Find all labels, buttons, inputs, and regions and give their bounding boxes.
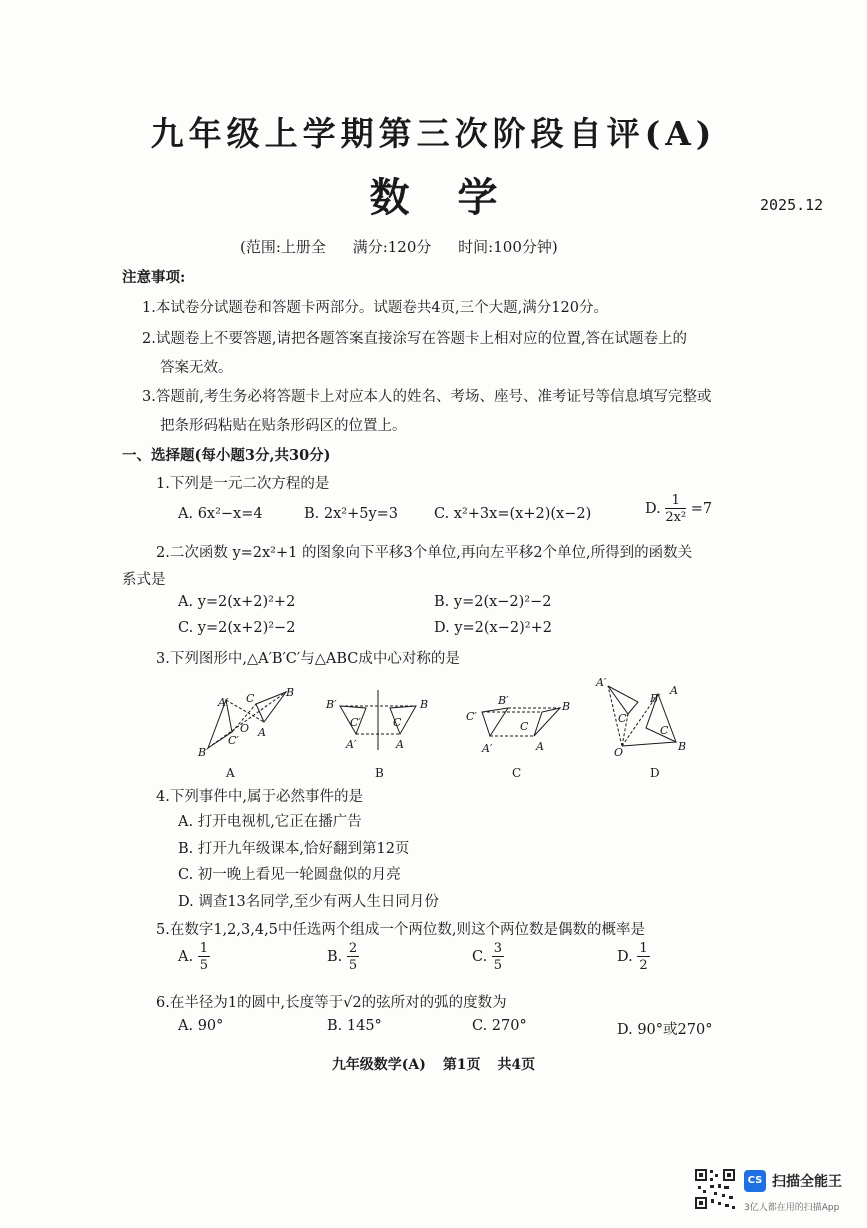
q5-d-num: 1 <box>639 941 648 956</box>
fig-c-label-5: A′ <box>482 742 493 755</box>
q3-caption-d: D <box>650 766 660 780</box>
q1-d-suffix: =7 <box>690 501 713 517</box>
q6-option-c: C. 270° <box>472 1018 527 1034</box>
fig-c-label-6: A <box>536 740 544 753</box>
fig-a-label-3: B <box>286 686 295 699</box>
note-2-cont: 答案无效。 <box>160 360 233 376</box>
scanner-brand: 扫描全能王 <box>772 1174 842 1190</box>
exam-date: 2025.12 <box>760 196 824 214</box>
fig-b-label-5: A′ <box>346 738 357 751</box>
q3-caption-b: B <box>375 766 384 780</box>
q1-option-b: B. 2x²+5y=3 <box>304 506 399 522</box>
page-footer <box>0 1054 867 1074</box>
fig-d-label-2: B′ <box>650 692 661 705</box>
fig-a-label-5: C′ <box>228 734 239 747</box>
q5-b-fraction <box>347 942 359 972</box>
q6-option-a: A. 90° <box>178 1018 224 1034</box>
q6-stem: 6.在半径为1的圆中,长度等于√2的弦所对的弧的度数为 <box>156 995 507 1011</box>
camscanner-logo-icon: CS <box>744 1170 766 1192</box>
exam-info <box>240 236 580 257</box>
footer-total: 共4页 <box>497 1057 536 1073</box>
q5-a-den: 5 <box>199 958 208 973</box>
q3-caption-c: C <box>512 766 522 780</box>
q2-stem-line1: 2.二次函数 y=2x²+1 的图象向下平移3个单位,再向左平移2个单位,所得到的函数关 <box>156 545 693 561</box>
q5-option-a <box>178 942 210 972</box>
fig-a-label-4: O <box>240 722 250 735</box>
scanner-slogan: 3亿人都在用的扫描App <box>744 1203 840 1213</box>
q1-option-d <box>645 494 712 524</box>
q3-stem: 3.下列图形中,△A′B′C′与△ABC成中心对称的是 <box>156 651 460 667</box>
q5-b-label: B. <box>327 949 343 965</box>
q2-option-a: A. y=2(x+2)²+2 <box>178 594 296 610</box>
q2-stem-line2: 系式是 <box>122 572 166 588</box>
fig-b-label-1: B′ <box>326 698 337 711</box>
q4-option-c: C. 初一晚上看见一轮圆盘似的月亮 <box>178 867 401 883</box>
fig-a-label-1: A′ <box>218 696 229 709</box>
q5-b-num: 2 <box>348 941 358 956</box>
section-1-heading: 一、选择题(每小题3分,共30分) <box>122 447 331 464</box>
q4-stem: 4.下列事件中,属于必然事件的是 <box>156 789 363 805</box>
q6-option-b: B. 145° <box>327 1018 382 1034</box>
q3-figures <box>190 672 730 762</box>
q5-c-num: 3 <box>493 941 503 956</box>
q5-option-b <box>327 942 359 972</box>
fig-b-label-6: A <box>396 738 404 751</box>
q5-a-label: A. <box>178 949 194 965</box>
q1-option-a: A. 6x²−x=4 <box>178 506 263 522</box>
fig-d-label-4: C′ <box>618 712 629 725</box>
q1-d-denominator: 2x² <box>665 510 687 525</box>
fig-c-label-4: C <box>520 720 529 733</box>
fig-a-label-6: A <box>258 726 266 739</box>
fig-d-label-5: C <box>660 724 669 737</box>
q5-option-d <box>617 942 650 972</box>
q4-option-d: D. 调查13名同学,至少有两人生日同月份 <box>178 894 439 910</box>
q5-c-den: 5 <box>493 958 503 973</box>
fig-c-label-2: B′ <box>498 694 509 707</box>
fig-d-label-3: A <box>670 684 678 697</box>
fig-d-label-7: B <box>678 740 687 753</box>
fig-a-label-2: C <box>246 692 255 705</box>
full-score-text: 满分:120分 <box>352 238 432 256</box>
q5-a-num: 1 <box>199 941 208 956</box>
q1-d-numerator: 1 <box>665 494 686 509</box>
note-3-cont: 把条形码粘贴在贴条形码区的位置上。 <box>160 418 407 434</box>
fig-b-label-2: B <box>420 698 429 711</box>
note-1: 1.本试卷分试题卷和答题卡两部分。试题卷共4页,三个大题,满分120分。 <box>142 300 608 316</box>
fig-c-label-1: C′ <box>466 710 477 723</box>
fig-a-triangle <box>256 692 286 722</box>
notes-heading: 注意事项: <box>122 269 186 286</box>
q2-option-b: B. y=2(x−2)²−2 <box>434 594 552 610</box>
q6-option-d: D. 90°或270° <box>617 1022 713 1038</box>
fig-c-label-3: B <box>562 700 571 713</box>
q4-option-b: B. 打开九年级课本,恰好翻到第12页 <box>178 841 410 857</box>
q5-option-c <box>472 942 504 972</box>
note-2: 2.试题卷上不要答题,请把各题答案直接涂写在答题卡上相对应的位置,答在试题卷上的 <box>142 331 688 347</box>
fig-d-label-1: A′ <box>596 676 607 689</box>
exam-title: 九年级上学期第三次阶段自评(A) <box>150 114 717 153</box>
footer-course: 九年级数学(A) <box>331 1057 426 1073</box>
q5-d-fraction <box>637 942 649 972</box>
q1-stem: 1.下列是一元二次方程的是 <box>156 476 330 492</box>
q1-d-fraction <box>665 494 686 524</box>
fig-a-label-7: B′ <box>198 746 209 759</box>
footer-page: 第1页 <box>442 1057 481 1073</box>
fig-d-line-ob <box>622 742 676 746</box>
fig-d-label-6: O <box>614 746 624 759</box>
qr-code-icon <box>694 1168 736 1210</box>
subject-title: 数学 <box>369 174 546 221</box>
scope-text: (范围:上册全 <box>240 238 326 256</box>
fig-d-triangle-prime <box>608 686 638 714</box>
fig-b-label-3: C′ <box>350 716 361 729</box>
q2-option-c: C. y=2(x+2)²−2 <box>178 620 296 636</box>
q5-b-den: 5 <box>348 958 358 973</box>
q5-d-label: D. <box>617 949 633 965</box>
q1-d-label: D. <box>645 501 661 517</box>
q3-caption-a: A <box>226 766 235 780</box>
q5-d-den: 2 <box>639 958 648 973</box>
q5-a-fraction <box>198 942 210 972</box>
q4-option-a: A. 打开电视机,它正在播广告 <box>178 814 362 830</box>
q5-c-label: C. <box>472 949 488 965</box>
q1-option-c: C. x²+3x=(x+2)(x−2) <box>434 506 592 522</box>
q5-c-fraction <box>492 942 504 972</box>
fig-b-label-4: C <box>393 716 402 729</box>
time-text: 时间:100分钟) <box>458 238 558 256</box>
q5-stem: 5.在数字1,2,3,4,5中任选两个组成一个两位数,则这个两位数是偶数的概率是 <box>156 922 646 938</box>
note-3: 3.答题前,考生务必将答题卡上对应本人的姓名、考场、座号、准考证号等信息填写完整或 <box>142 389 712 405</box>
q2-option-d: D. y=2(x−2)²+2 <box>434 620 552 636</box>
